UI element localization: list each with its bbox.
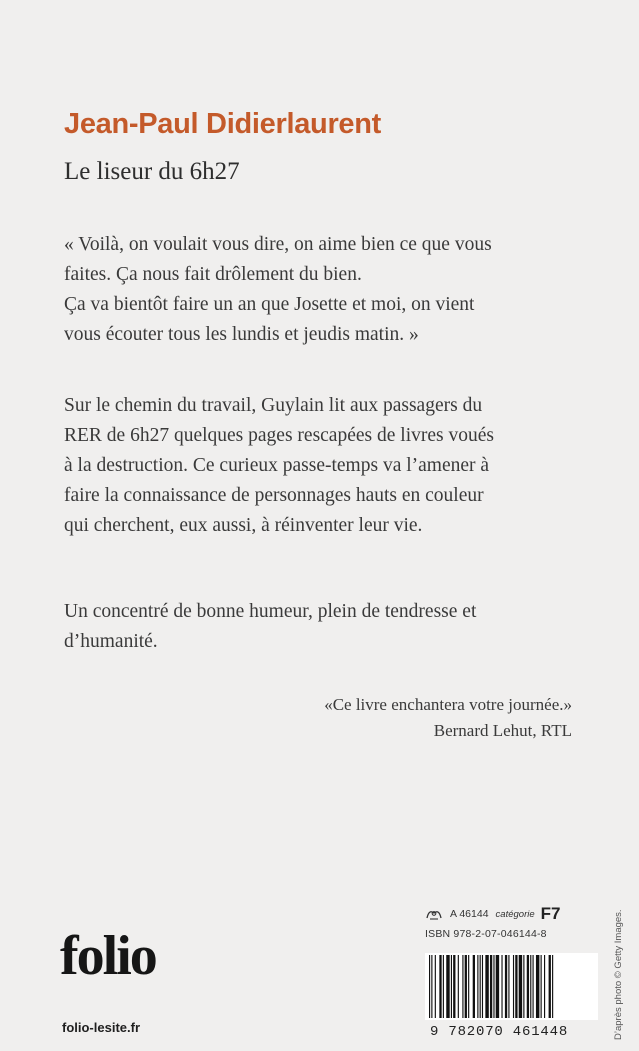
synopsis (64, 391, 584, 541)
barcode-bars (425, 953, 598, 1020)
press-review (324, 692, 572, 744)
quote-line: faites. Ça nous fait drôlement du bien. (64, 264, 362, 285)
synopsis-line: RER de 6h27 quelques pages rescapées de livres voués (64, 425, 494, 446)
synopsis-line: à la destruction. Ce curieux passe-temps va l’amener à (64, 455, 490, 476)
author-name: Jean-Paul Didierlaurent (64, 108, 382, 140)
closing-statement (64, 597, 584, 657)
reference-number: A 46144 (450, 908, 489, 920)
excerpt-quote (64, 230, 584, 350)
synopsis-line: qui cherchent, eux aussi, à réinventer leur vie. (64, 515, 423, 536)
closing-line: Un concentré de bonne humeur, plein de tendresse et (64, 601, 477, 622)
review-quote: «Ce livre enchantera votre journée.» (324, 695, 572, 714)
category-code: F7 (540, 904, 561, 923)
synopsis-line: faire la connaissance de personnages hauts en couleur (64, 485, 484, 506)
folio-logo: folio (60, 925, 156, 987)
reference-row (425, 904, 600, 924)
quote-line: vous écouter tous les lundis et jeudis matin. » (64, 324, 419, 345)
barcode-digits: 9 782070 461448 (430, 1024, 569, 1040)
publisher-website: folio-lesite.fr (62, 1020, 141, 1035)
photo-credit: D’après photo © Getty Images. (613, 909, 624, 1040)
quote-line: Ça va bientôt faire un an que Josette et moi, on vient (64, 294, 475, 315)
category-label: catégorie (495, 908, 535, 920)
synopsis-line: Sur le chemin du travail, Guylain lit aux passagers du (64, 395, 483, 416)
gallimard-monogram-icon (425, 907, 443, 921)
isbn: ISBN 978-2-07-046144-8 (425, 928, 547, 940)
review-source: Bernard Lehut, RTL (433, 721, 572, 740)
isbn-barcode (425, 953, 598, 1020)
quote-line: « Voilà, on voulait vous dire, on aime bien ce que vous (64, 234, 492, 255)
closing-line: d’humanité. (64, 631, 158, 652)
publisher-info (425, 904, 600, 940)
book-title: Le liseur du 6h27 (64, 158, 240, 185)
